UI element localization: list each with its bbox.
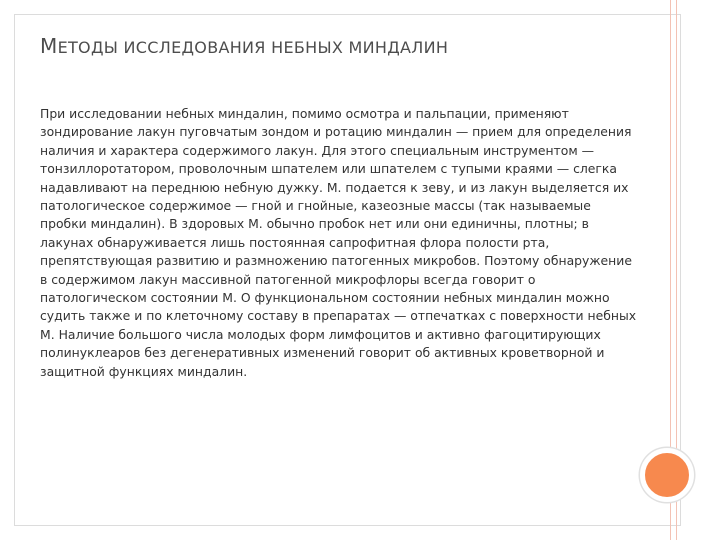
slide-title (40, 34, 660, 60)
slide-title-rest: ЕТОДЫ ИССЛЕДОВАНИЯ НЕБНЫХ МИНДАЛИН (57, 38, 449, 57)
slide-title-initial: М (40, 34, 58, 58)
slide-body-text: При исследовании небных миндалин, помимо осмотра и пальпации, применяют зондирование лакун пуговчатым зондом и ротацию миндалин — прием для определения наличия и характера содержимого лакун. Для этого специальным инструментом — тонзиллоротатором, проволочным шпателем или шпателем с тупыми краями — слегка надавливают на переднюю небную дужку. М. подается к зеву, и из лакун выделяется их патологическое содержимое — гной и гнойные, казеозные массы (так называемые пробки миндалин). В здоровых М. обычно пробок нет или они единичны, плотны; в лакунах обнаруживается лишь постоянная сапрофитная флора полости рта, препятствующая развитию и размножению патогенных микробов. Поэтому обнаружение в содержимом лакун массивной патогенной микрофлоры всегда говорит о патологическом состоянии М. О функциональном состоянии небных миндалин можно судить также и по клеточному составу в препаратах — отпечатках с поверхности небных М. Наличие большого числа молодых форм лимфоцитов и активно фагоцитирующих полинуклеаров без дегенеративных изменений говорит об активных кроветворной и защитной функциях миндалин. (40, 106, 637, 379)
decorative-circle (640, 448, 694, 502)
